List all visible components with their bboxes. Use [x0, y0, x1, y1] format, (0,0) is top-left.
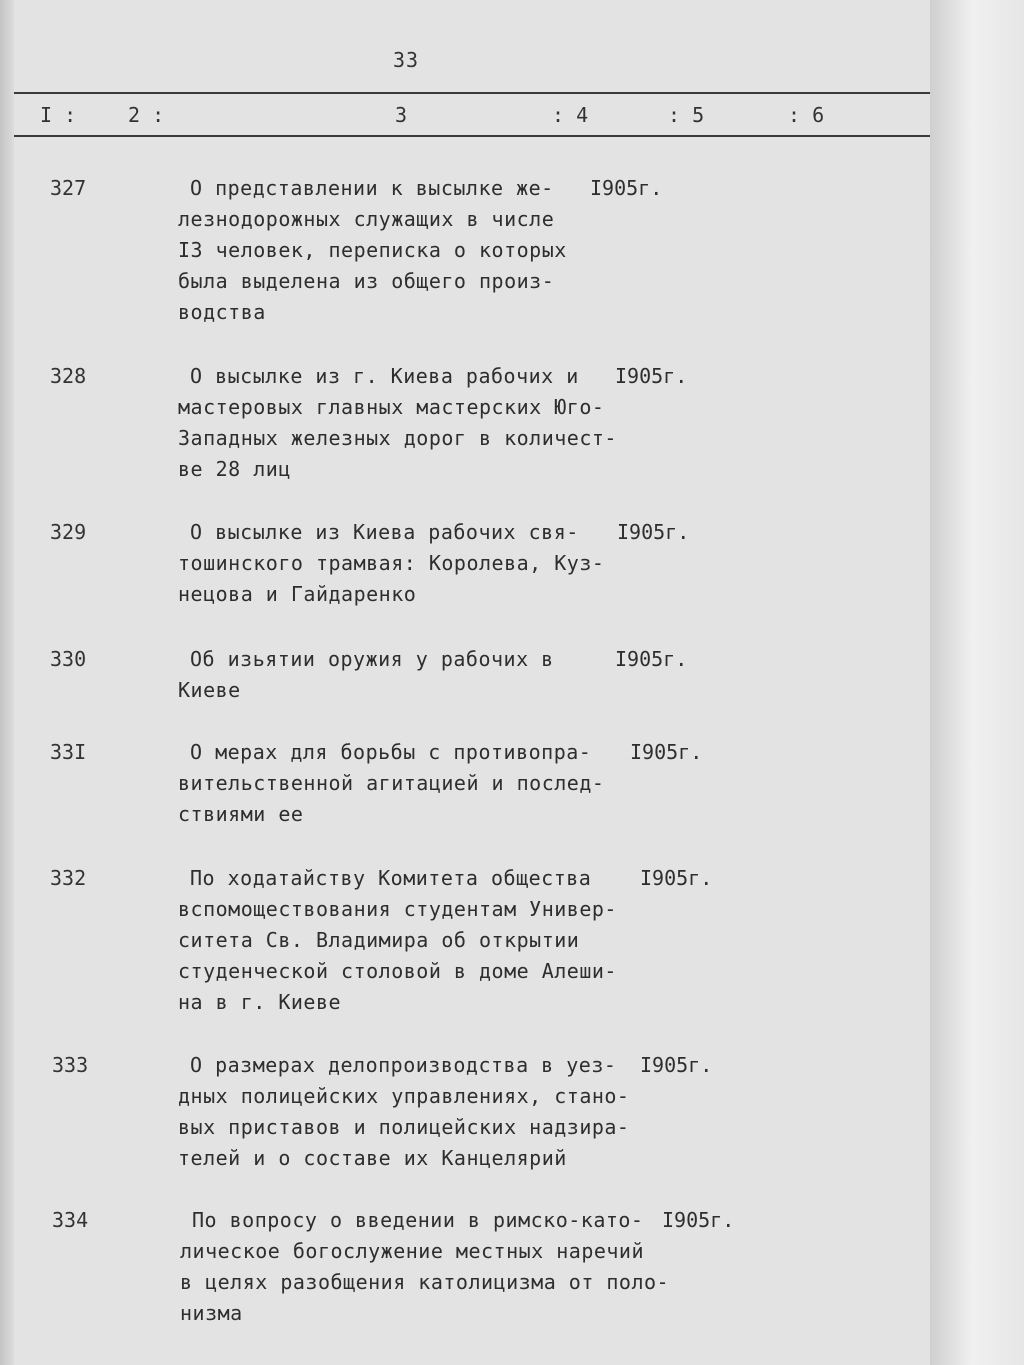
column-header-3: 3	[395, 103, 408, 127]
header-rule-bottom	[14, 135, 930, 137]
entry-year: I905г.	[640, 866, 713, 890]
page-number: 33	[393, 48, 420, 72]
page-edge-shadow	[0, 0, 14, 1365]
entry-text-line: тошинского трамвая: Королева, Куз-	[178, 551, 605, 575]
entry-text-line: О представлении к высылке же-	[190, 176, 554, 200]
column-header-6: : 6	[788, 103, 825, 127]
entry-year: I905г.	[615, 647, 688, 671]
entry-year: I905г.	[630, 740, 703, 764]
entry-text-line: была выделена из общего произ-	[178, 269, 555, 293]
entry-number: 333	[52, 1053, 89, 1077]
entry-text-line: низма	[180, 1301, 243, 1325]
entry-number: 33I	[50, 740, 87, 764]
entry-text-line: I3 человек, переписка о которых	[178, 238, 567, 262]
entry-text-line: в целях разобщения католицизма от поло-	[180, 1270, 670, 1294]
entry-text-line: ве 28 лиц	[178, 457, 291, 481]
entry-text-line: ситета Св. Владимира об открытии	[178, 928, 580, 952]
entry-text-line: мастеровых главных мастерских Юго-	[178, 395, 605, 419]
entry-number: 328	[50, 364, 87, 388]
entry-text-line: По вопросу о введении в римско-като-	[192, 1208, 644, 1232]
page-edge-highlight	[930, 0, 1024, 1365]
entry-number: 327	[50, 176, 87, 200]
entry-text-line: вительственной агитацией и послед-	[178, 771, 605, 795]
header-rule-top	[14, 92, 930, 94]
column-header-1: I :	[40, 103, 77, 127]
entry-number: 330	[50, 647, 87, 671]
entry-year: I905г.	[662, 1208, 735, 1232]
entry-number: 329	[50, 520, 87, 544]
column-header-4: : 4	[552, 103, 589, 127]
entry-year: I905г.	[615, 364, 688, 388]
column-header-5: : 5	[668, 103, 705, 127]
entry-year: I905г.	[617, 520, 690, 544]
entry-text-line: лическое богослужение местных наречий	[180, 1239, 645, 1263]
entry-number: 332	[50, 866, 87, 890]
entry-text-line: нецова и Гайдаренко	[178, 582, 417, 606]
entry-text-line: водства	[178, 300, 266, 324]
entry-text-line: О высылке из Киева рабочих свя-	[190, 520, 579, 544]
entry-text-line: ствиями ее	[178, 802, 304, 826]
entry-text-line: вспомоществования студентам Универ-	[178, 897, 617, 921]
entry-text-line: телей и о составе их Канцелярий	[178, 1146, 567, 1170]
entry-text-line: на в г. Киеве	[178, 990, 342, 1014]
entry-year: I905г.	[590, 176, 663, 200]
entry-text-line: вых приставов и полицейских надзира-	[178, 1115, 630, 1139]
entry-text-line: студенческой столовой в доме Алеши-	[178, 959, 617, 983]
entry-text-line: лезнодорожных служащих в числе	[178, 207, 555, 231]
entry-text-line: О размерах делопроизводства в уез-	[190, 1053, 617, 1077]
entry-text-line: Киеве	[178, 678, 241, 702]
entry-number: 334	[52, 1208, 89, 1232]
entry-year: I905г.	[640, 1053, 713, 1077]
entry-text-line: Об изьятии оружия у рабочих в	[190, 647, 554, 671]
entry-text-line: О мерах для борьбы с противопра-	[190, 740, 592, 764]
entry-text-line: По ходатайству Комитета общества	[190, 866, 592, 890]
column-header-2: 2 :	[128, 103, 165, 127]
entry-text-line: дных полицейских управлениях, стано-	[178, 1084, 630, 1108]
entry-text-line: О высылке из г. Киева рабочих и	[190, 364, 579, 388]
entry-text-line: Западных железных дорог в количест-	[178, 426, 617, 450]
